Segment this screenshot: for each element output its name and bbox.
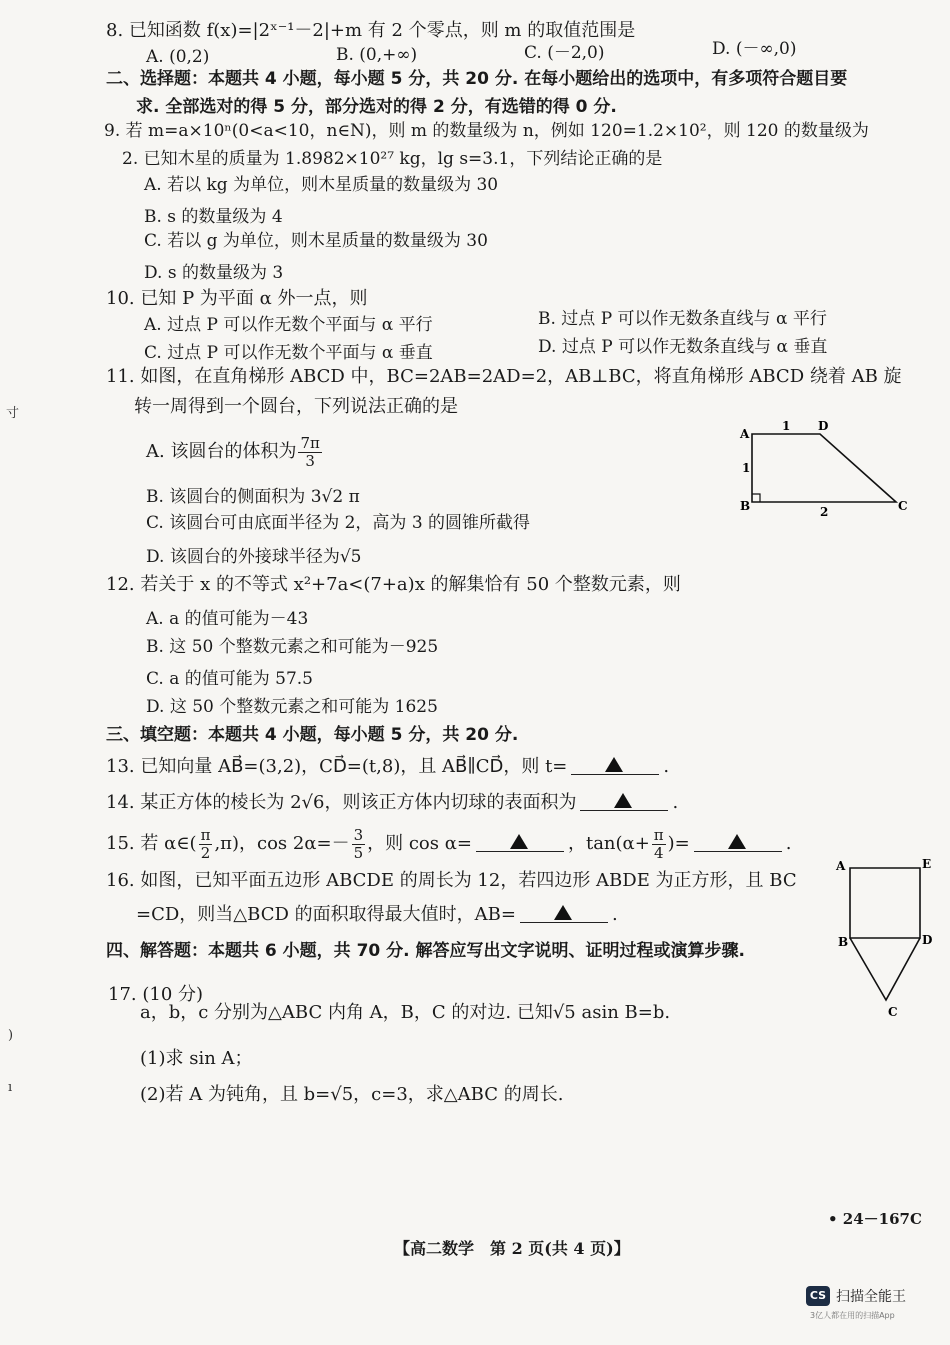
q17-body: a，b，c 分别为△ABC 内角 A，B，C 的对边. 已知√5 asin B=b. bbox=[140, 1002, 671, 1023]
fraction-denominator: 4 bbox=[653, 843, 664, 862]
q13-answer-blank[interactable] bbox=[571, 756, 659, 775]
q8-option-d: D. (－∞,0) bbox=[712, 39, 797, 59]
q11-stem-2: 转一周得到一个圆台，下列说法正确的是 bbox=[134, 396, 458, 417]
trapezoid-label-b: B bbox=[740, 499, 751, 513]
triangle-icon bbox=[605, 757, 623, 772]
q15-mid-3: ，tan(α+ bbox=[567, 833, 650, 854]
q14-answer-blank[interactable] bbox=[580, 792, 668, 811]
q12-option-d: D. 这 50 个整数元素之和可能为 1625 bbox=[146, 697, 438, 717]
q8-option-a: A. (0,2) bbox=[146, 47, 210, 67]
pentagon-label-c: C bbox=[888, 1005, 898, 1019]
q15-fraction-pi-4 bbox=[652, 827, 666, 862]
section-2-heading-cont: 求. 全部选对的得 5 分，部分选对的得 2 分，有选错的得 0 分. bbox=[136, 97, 617, 117]
q9-stem-2: 2. 已知木星的质量为 1.8982×10²⁷ kg，lg s=3.1，下列结论正确的是 bbox=[122, 149, 663, 169]
q17-part-2: (2)若 A 为钝角，且 b=√5，c=3，求△ABC 的周长. bbox=[140, 1084, 564, 1105]
q9-option-d: D. s 的数量级为 3 bbox=[144, 263, 284, 283]
trapezoid-label-c: C bbox=[898, 499, 908, 513]
q16-line-2 bbox=[136, 904, 618, 926]
margin-mark-2: ) bbox=[8, 1028, 14, 1043]
q11-stem-1: 11. 如图，在直角梯形 ABCD 中，BC=2AB=2AD=2，AB⊥BC，将直角梯形 ABCD 绕着 AB 旋 bbox=[106, 366, 902, 387]
q16-text: =CD，则当△BCD 的面积取得最大值时，AB= bbox=[136, 904, 516, 925]
trapezoid-label-bottom: 2 bbox=[820, 505, 829, 518]
pentagon-label-b: B bbox=[838, 935, 849, 949]
q15-end: . bbox=[785, 833, 792, 854]
q11-option-a-text: A. 该圆台的体积为 bbox=[146, 441, 297, 462]
q9-option-c: C. 若以 g 为单位，则木星质量的数量级为 30 bbox=[144, 231, 488, 251]
fraction-denominator: 5 bbox=[353, 843, 364, 862]
q12-option-b: B. 这 50 个整数元素之和可能为－925 bbox=[146, 637, 439, 657]
page-footer: 【高二数学 第 2 页(共 4 页)】 bbox=[394, 1239, 630, 1258]
q15-fraction-pi-2 bbox=[199, 827, 213, 862]
margin-mark-1: 寸 bbox=[6, 406, 20, 421]
q11-option-d: D. 该圆台的外接球半径为√5 bbox=[146, 547, 362, 567]
camscanner-logo: CS bbox=[806, 1286, 830, 1306]
pentagon-label-a: A bbox=[836, 859, 846, 873]
q12-stem: 12. 若关于 x 的不等式 x²+7a<(7+a)x 的解集恰有 50 个整数元素，则 bbox=[106, 574, 681, 595]
q12-option-c: C. a 的值可能为 57.5 bbox=[146, 669, 314, 689]
q8-option-c: C. (－2,0) bbox=[524, 43, 605, 63]
q16-line-1: 16. 如图，已知平面五边形 ABCDE 的周长为 12，若四边形 ABDE 为正方形，且 BC bbox=[106, 870, 797, 891]
exam-code: • 24－167C bbox=[828, 1210, 922, 1228]
q13-end: . bbox=[663, 756, 670, 777]
q11-option-a bbox=[146, 432, 324, 472]
q10-stem: 10. 已知 P 为平面 α 外一点，则 bbox=[106, 288, 368, 309]
q12-option-a: A. a 的值可能为－43 bbox=[146, 609, 309, 629]
margin-mark-3: ı bbox=[8, 1080, 13, 1095]
q14-end: . bbox=[672, 792, 679, 813]
q10-option-a: A. 过点 P 可以作无数个平面与 α 平行 bbox=[144, 315, 433, 335]
section-4-heading: 四、解答题：本题共 6 小题，共 70 分. 解答应写出文字说明、证明过程或演算步骤. bbox=[106, 941, 745, 961]
fraction-numerator: π bbox=[653, 825, 664, 844]
q15-answer-blank-1[interactable] bbox=[476, 833, 564, 852]
q15-mid-4: )= bbox=[667, 833, 690, 854]
q9-stem-1: 9. 若 m=a×10ⁿ(0<a<10，n∈N)，则 m 的数量级为 n，例如 120=1.2×10²，则 120 的数量级为 bbox=[104, 121, 869, 141]
q11-option-c: C. 该圆台可由底面半径为 2，高为 3 的圆锥所截得 bbox=[146, 513, 531, 533]
triangle-icon bbox=[510, 834, 528, 849]
trapezoid-label-a: A bbox=[740, 427, 750, 441]
q13-text: 13. 已知向量 AB⃗=(3,2)，CD⃗=(t,8)，且 AB⃗∥CD⃗，则 t= bbox=[106, 756, 568, 777]
trapezoid-label-d: D bbox=[818, 419, 829, 433]
camscanner-name: 扫描全能王 bbox=[836, 1289, 906, 1305]
q15-pre: 15. 若 α∈( bbox=[106, 833, 197, 854]
q9-option-b: B. s 的数量级为 4 bbox=[144, 207, 283, 227]
trapezoid-label-top: 1 bbox=[782, 419, 791, 433]
q15-mid-2: ，则 cos α= bbox=[367, 833, 472, 854]
q17-heading: 17. (10 分) bbox=[108, 984, 204, 1005]
q14 bbox=[106, 792, 678, 814]
q10-option-c: C. 过点 P 可以作无数个平面与 α 垂直 bbox=[144, 343, 433, 363]
triangle-icon bbox=[728, 834, 746, 849]
q15 bbox=[106, 824, 792, 864]
q16-answer-blank[interactable] bbox=[520, 904, 608, 923]
fraction-numerator: 7π bbox=[300, 433, 320, 452]
q11-option-b: B. 该圆台的侧面积为 3√2 π bbox=[146, 487, 360, 507]
q17-part-1: (1)求 sin A； bbox=[140, 1048, 253, 1069]
q14-text: 14. 某正方体的棱长为 2√6，则该正方体内切球的表面积为 bbox=[106, 792, 577, 813]
trapezoid-label-left: 1 bbox=[742, 461, 751, 475]
trapezoid-figure bbox=[736, 414, 916, 518]
fraction-numerator: 3 bbox=[353, 825, 364, 844]
section-2-heading: 二、选择题：本题共 4 小题，每小题 5 分，共 20 分. 在每小题给出的选项中，有多项符合题目要 bbox=[106, 69, 848, 89]
q8-stem: 8. 已知函数 f(x)=|2ˣ⁻¹－2|+m 有 2 个零点，则 m 的取值范围是 bbox=[106, 20, 636, 41]
q16-end: . bbox=[611, 904, 618, 925]
q10-option-b: B. 过点 P 可以作无数条直线与 α 平行 bbox=[538, 309, 827, 329]
q8-option-b: B. (0,+∞) bbox=[336, 45, 418, 65]
q15-fraction-3-5 bbox=[352, 827, 366, 862]
q15-mid-1: ,π)，cos 2α=－ bbox=[214, 833, 350, 854]
section-3-heading: 三、填空题：本题共 4 小题，每小题 5 分，共 20 分. bbox=[106, 725, 519, 745]
q11-option-a-fraction bbox=[298, 435, 321, 470]
pentagon-figure bbox=[834, 856, 938, 1022]
fraction-denominator: 2 bbox=[200, 843, 211, 862]
pentagon-label-e: E bbox=[922, 857, 932, 871]
q13 bbox=[106, 756, 669, 778]
fraction-numerator: π bbox=[200, 825, 211, 844]
camscanner-tagline: 3亿人都在用的扫描App bbox=[810, 1311, 895, 1320]
triangle-icon bbox=[614, 793, 632, 808]
q10-option-d: D. 过点 P 可以作无数条直线与 α 垂直 bbox=[538, 337, 828, 357]
triangle-icon bbox=[554, 905, 572, 920]
q9-option-a: A. 若以 kg 为单位，则木星质量的数量级为 30 bbox=[144, 175, 499, 195]
fraction-denominator: 3 bbox=[305, 451, 315, 470]
pentagon-label-d: D bbox=[922, 933, 933, 947]
q15-answer-blank-2[interactable] bbox=[694, 833, 782, 852]
